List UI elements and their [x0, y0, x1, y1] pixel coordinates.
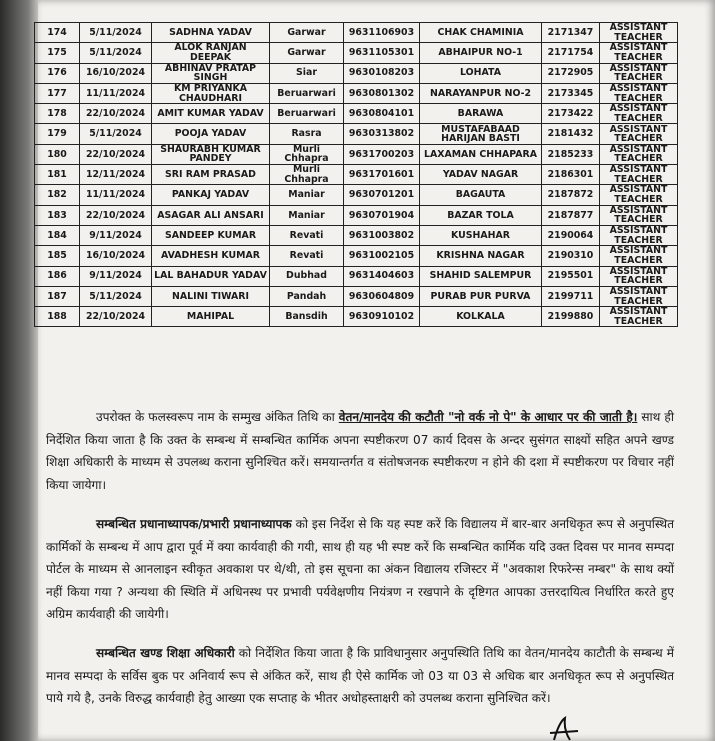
teacher-name-cell: AMIT KUMAR YADAV	[152, 104, 270, 124]
block-cell: Siar	[270, 63, 344, 83]
school-code-cell: 2190064	[542, 225, 600, 245]
block-cell: Maniar	[270, 205, 344, 225]
block-cell: Pandah	[270, 286, 344, 306]
school-code-cell: 2185233	[542, 144, 600, 164]
school-name-cell: BAZAR TOLA	[420, 205, 542, 225]
block-cell: Revati	[270, 225, 344, 245]
paragraph-pay-deduction	[46, 406, 674, 496]
date-cell: 11/11/2024	[80, 185, 152, 205]
block-cell: Beruarwari	[270, 83, 344, 103]
date-cell: 5/11/2024	[80, 23, 152, 43]
para2-rest: को इस निर्देश से कि यह स्पष्ट करें कि विद्यालय में बार-बार अनधिकृत रूप से अनुपस्थित कार्मिकों के सम्बन्ध में आप द्वारा पूर्व में क्या कार्यवाही की गयी, साथ ही यह भी स्पष्ट करें कि सम्बन्धित कार्मिक यदि उक्त दिवस पर मानव सम्पदा पोर्टल के माध्यम से आनलाइन स्वीकृत अवकाश पर थे/थी, तो इस सूचना का अंकन विद्यालय रजिस्टर में "अवकाश रिफरेन्स नम्बर" के साथ क्यों नहीं किया गया ? अन्यथा की स्थिति में अधिनस्थ पर प्रभावी पर्यवेक्षणीय नियंत्रण न रखपाने के दृष्टिगत आपका उत्तरदायित्व निर्धारित करते हुए अग्रिम कार्यवाही की जायेगी।	[46, 517, 674, 621]
date-cell: 22/10/2024	[80, 104, 152, 124]
table-row	[35, 43, 678, 63]
school-code-cell: 2190310	[542, 246, 600, 266]
signature-mark	[548, 716, 588, 741]
post-cell: ASSISTANT TEACHER	[600, 43, 678, 63]
table-row	[35, 165, 678, 185]
mobile-number-cell: 9631003802	[344, 225, 420, 245]
school-code-cell: 2171347	[542, 23, 600, 43]
school-code-cell: 2199711	[542, 286, 600, 306]
post-cell: ASSISTANT TEACHER	[600, 286, 678, 306]
para1-lead: उपरोक्त के फलस्वरूप नाम के सम्मुख अंकित तिथि का	[96, 410, 339, 424]
block-cell: Garwar	[270, 23, 344, 43]
post-cell: ASSISTANT TEACHER	[600, 307, 678, 327]
serial-number-cell: 182	[35, 185, 80, 205]
date-cell: 5/11/2024	[80, 124, 152, 144]
paragraph-headmaster	[46, 513, 674, 626]
school-name-cell: YADAV NAGAR	[420, 165, 542, 185]
date-cell: 16/10/2024	[80, 63, 152, 83]
para1-highlight: वेतन/मानदेय की कटौती "नो वर्क नो पे" के आधार पर की जाती है।	[338, 410, 638, 424]
teacher-name-cell: POOJA YADAV	[152, 124, 270, 144]
mobile-number-cell: 9630701201	[344, 185, 420, 205]
serial-number-cell: 186	[35, 266, 80, 286]
table-row	[35, 266, 678, 286]
mobile-number-cell: 9630701904	[344, 205, 420, 225]
teacher-name-cell: SANDEEP KUMAR	[152, 225, 270, 245]
teacher-name-cell: SHAURABH KUMAR PANDEY	[152, 144, 270, 164]
post-cell: ASSISTANT TEACHER	[600, 63, 678, 83]
post-cell: ASSISTANT TEACHER	[600, 165, 678, 185]
post-cell: ASSISTANT TEACHER	[600, 83, 678, 103]
mobile-number-cell: 9630604809	[344, 286, 420, 306]
block-cell: Murli Chhapra	[270, 144, 344, 164]
serial-number-cell: 180	[35, 144, 80, 164]
mobile-number-cell: 9631701601	[344, 165, 420, 185]
date-cell: 22/10/2024	[80, 205, 152, 225]
absence-roster-table	[34, 22, 678, 327]
mobile-number-cell: 9630804101	[344, 104, 420, 124]
teacher-name-cell: ABHINAV PRATAP SINGH	[152, 63, 270, 83]
school-code-cell: 2173422	[542, 104, 600, 124]
roster-body	[35, 23, 678, 327]
table-row	[35, 63, 678, 83]
serial-number-cell: 177	[35, 83, 80, 103]
school-name-cell: SHAHID SALEMPUR	[420, 266, 542, 286]
table-row	[35, 144, 678, 164]
table-row	[35, 205, 678, 225]
school-code-cell: 2171754	[542, 43, 600, 63]
teacher-name-cell: MAHIPAL	[152, 307, 270, 327]
teacher-name-cell: ALOK RANJAN DEEPAK	[152, 43, 270, 63]
mobile-number-cell: 9630801302	[344, 83, 420, 103]
table-row	[35, 185, 678, 205]
serial-number-cell: 181	[35, 165, 80, 185]
para3-lead: सम्बन्धित खण्ड शिक्षा अधिकारी	[96, 646, 235, 660]
school-name-cell: BAGAUTA	[420, 185, 542, 205]
block-cell: Maniar	[270, 185, 344, 205]
teacher-name-cell: AVADHESH KUMAR	[152, 246, 270, 266]
serial-number-cell: 188	[35, 307, 80, 327]
table-row	[35, 124, 678, 144]
teacher-name-cell: KM PRIYANKA CHAUDHARI	[152, 83, 270, 103]
school-name-cell: MUSTAFABAAD HARIJAN BASTI	[420, 124, 542, 144]
teacher-name-cell: PANKAJ YADAV	[152, 185, 270, 205]
mobile-number-cell: 9630108203	[344, 63, 420, 83]
post-cell: ASSISTANT TEACHER	[600, 124, 678, 144]
post-cell: ASSISTANT TEACHER	[600, 205, 678, 225]
school-code-cell: 2173345	[542, 83, 600, 103]
paragraph-block-officer	[46, 642, 674, 710]
table-row	[35, 225, 678, 245]
block-cell: Rasra	[270, 124, 344, 144]
school-name-cell: CHAK CHAMINIA	[420, 23, 542, 43]
table-row	[35, 307, 678, 327]
mobile-number-cell: 9631105301	[344, 43, 420, 63]
table-row	[35, 246, 678, 266]
date-cell: 9/11/2024	[80, 225, 152, 245]
school-code-cell: 2199880	[542, 307, 600, 327]
serial-number-cell: 185	[35, 246, 80, 266]
serial-number-cell: 187	[35, 286, 80, 306]
school-code-cell: 2181432	[542, 124, 600, 144]
serial-number-cell: 179	[35, 124, 80, 144]
date-cell: 11/11/2024	[80, 83, 152, 103]
post-cell: ASSISTANT TEACHER	[600, 266, 678, 286]
mobile-number-cell: 9631106903	[344, 23, 420, 43]
date-cell: 12/11/2024	[80, 165, 152, 185]
school-name-cell: BARAWA	[420, 104, 542, 124]
teacher-name-cell: LAL BAHADUR YADAV	[152, 266, 270, 286]
school-code-cell: 2186301	[542, 165, 600, 185]
block-cell: Murli Chhapra	[270, 165, 344, 185]
table-row	[35, 286, 678, 306]
post-cell: ASSISTANT TEACHER	[600, 246, 678, 266]
teacher-name-cell: SRI RAM PRASAD	[152, 165, 270, 185]
teacher-name-cell: NALINI TIWARI	[152, 286, 270, 306]
school-name-cell: LOHATA	[420, 63, 542, 83]
teacher-name-cell: ASAGAR ALI ANSARI	[152, 205, 270, 225]
school-code-cell: 2172905	[542, 63, 600, 83]
date-cell: 22/10/2024	[80, 144, 152, 164]
mobile-number-cell: 9630313802	[344, 124, 420, 144]
teacher-name-cell: SADHNA YADAV	[152, 23, 270, 43]
post-cell: ASSISTANT TEACHER	[600, 225, 678, 245]
date-cell: 16/10/2024	[80, 246, 152, 266]
serial-number-cell: 184	[35, 225, 80, 245]
school-name-cell: LAXAMAN CHHAPARA	[420, 144, 542, 164]
serial-number-cell: 183	[35, 205, 80, 225]
mobile-number-cell: 9631404603	[344, 266, 420, 286]
mobile-number-cell: 9630910102	[344, 307, 420, 327]
school-name-cell: KUSHAHAR	[420, 225, 542, 245]
date-cell: 22/10/2024	[80, 307, 152, 327]
para2-lead: सम्बन्धित प्रधानाध्यापक/प्रभारी प्रधानाध्यापक	[96, 517, 292, 531]
school-code-cell: 2195501	[542, 266, 600, 286]
block-cell: Revati	[270, 246, 344, 266]
school-name-cell: PURAB PUR PURVA	[420, 286, 542, 306]
block-cell: Garwar	[270, 43, 344, 63]
school-name-cell: NARAYANPUR NO-2	[420, 83, 542, 103]
post-cell: ASSISTANT TEACHER	[600, 104, 678, 124]
post-cell: ASSISTANT TEACHER	[600, 185, 678, 205]
para3-rest: को निर्देशित किया जाता है कि प्राविधानुसार अनुपस्थिति तिथि का वेतन/मानदेय काटौती के सम्बन्ध में मानव सम्पदा के सर्विस बुक पर अनिवार्य रूप से अंकित करें, साथ ही ऐसे कार्मिक जो 03 या 03 से अधिक बार अनधिकृत रूप से अनुपस्थित पाये गये है, उनके विरुद्ध कार्यवाही हेतु आख्या एक सप्ताह के भीतर अधोहस्ताक्षरी को उपलब्ध कराना सुनिश्चित करें।	[46, 646, 674, 705]
post-cell: ASSISTANT TEACHER	[600, 23, 678, 43]
serial-number-cell: 178	[35, 104, 80, 124]
table-row	[35, 83, 678, 103]
school-name-cell: KRISHNA NAGAR	[420, 246, 542, 266]
serial-number-cell: 174	[35, 23, 80, 43]
mobile-number-cell: 9631700203	[344, 144, 420, 164]
serial-number-cell: 176	[35, 63, 80, 83]
date-cell: 5/11/2024	[80, 43, 152, 63]
block-cell: Dubhad	[270, 266, 344, 286]
school-code-cell: 2187877	[542, 205, 600, 225]
date-cell: 5/11/2024	[80, 286, 152, 306]
date-cell: 9/11/2024	[80, 266, 152, 286]
block-cell: Bansdih	[270, 307, 344, 327]
school-name-cell: ABHAIPUR NO-1	[420, 43, 542, 63]
mobile-number-cell: 9631002105	[344, 246, 420, 266]
table-row	[35, 104, 678, 124]
school-name-cell: KOLKALA	[420, 307, 542, 327]
block-cell: Beruarwari	[270, 104, 344, 124]
para1-rest: साथ ही निर्देशित किया जाता है कि उक्त के सम्बन्ध में सम्बन्धित कार्मिक अपना स्पष्टीकरण 07 कार्य दिवस के अन्दर सुसंगत साक्ष्यों सहित अपने खण्ड शिक्षा अधिकारी के माध्यम से उपलब्ध कराना सुनिश्चित करें। समयान्तर्गत व संतोषजनक स्पष्टीकरण न होने की दशा में स्पष्टीकरण पर विचार नहीं किया जायेगा।	[46, 410, 674, 492]
post-cell: ASSISTANT TEACHER	[600, 144, 678, 164]
school-code-cell: 2187872	[542, 185, 600, 205]
serial-number-cell: 175	[35, 43, 80, 63]
table-row	[35, 23, 678, 43]
